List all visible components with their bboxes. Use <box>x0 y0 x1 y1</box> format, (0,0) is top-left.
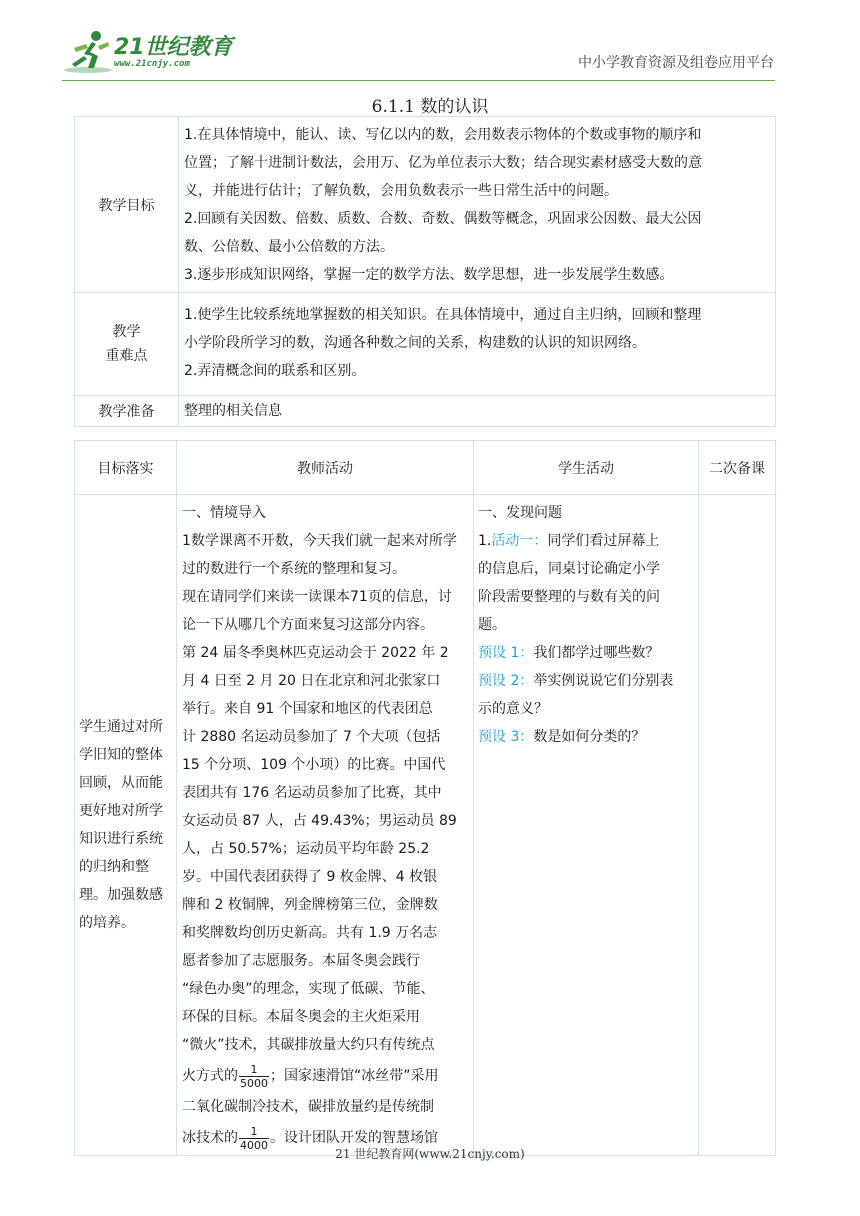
teacher-text: 冰技术的 <box>182 1130 238 1146</box>
goal-impl-line: 的归纳和整 <box>79 859 149 875</box>
student-text: 1. <box>478 533 492 549</box>
goal-row <box>75 117 776 293</box>
prep-content: 整理的相关信息 <box>179 396 776 427</box>
teacher-line: 和奖牌数均创历史新高。共有 1.9 万名志 <box>182 925 438 941</box>
preset-label: 预设 2： <box>478 673 534 689</box>
difficulty-label <box>75 293 179 396</box>
teacher-line: “微火”技术，其碳排放量大约只有传统点 <box>182 1037 435 1053</box>
preset-line-cont: 示的意义？ <box>478 701 548 717</box>
fraction-numerator: 1 <box>239 1063 269 1077</box>
page-title: 6.1.1 数的认识 <box>371 97 489 117</box>
teacher-line: 现在请同学们来读一读课本71页的信息，讨 <box>182 589 452 605</box>
preset-text: 数是如何分类的？ <box>533 729 646 745</box>
teacher-line: 愿者参加了志愿服务。本届冬奥会践行 <box>182 953 420 969</box>
fraction-numerator: 1 <box>239 1125 269 1139</box>
header-student: 学生活动 <box>474 441 699 495</box>
difficulty-content <box>179 293 776 396</box>
difficulty-line: 2.弄清概念间的联系和区别。 <box>184 363 366 379</box>
student-text: 同学们看过屏幕上 <box>547 533 660 549</box>
goal-impl-line: 理。加强数感 <box>79 887 163 903</box>
runner-logo-icon <box>62 28 116 76</box>
difficulty-line: 1.使学生比较系统地掌握数的相关知识。在具体情境中，通过自主归纳，回顾和整理 <box>184 307 702 323</box>
teacher-line: “绿色办奥”的理念，实现了低碳、节能、 <box>182 981 435 997</box>
header-divider <box>62 80 775 81</box>
teacher-line: 月 4 日至 2 月 20 日在北京和河北张家口 <box>182 673 441 689</box>
fraction-denominator: 5000 <box>240 1076 268 1090</box>
teacher-line-fraction-1 <box>182 1059 470 1093</box>
preset-text: 我们都学过哪些数？ <box>533 645 660 661</box>
teacher-line: 二氧化碳制冷技术，碳排放量约是传统制 <box>182 1099 434 1115</box>
activity-row <box>75 495 776 1156</box>
goal-line: 义，并能进行估计；了解负数，会用负数表示一些日常生活中的问题。 <box>184 183 618 199</box>
page-header <box>0 0 860 90</box>
student-line: 阶段需要整理的与数有关的问 <box>478 589 660 605</box>
student-line: 题。 <box>478 617 506 633</box>
goal-line: 数、公倍数、最小公倍数的方法。 <box>184 239 394 255</box>
student-line: 的信息后，同桌讨论确定小学 <box>478 561 660 577</box>
goal-label: 教学目标 <box>75 117 179 293</box>
teacher-line: 举行。来自 91 个国家和地区的代表团总 <box>182 701 433 717</box>
teacher-line: 1数学课离不开数，今天我们就一起来对所学 <box>182 533 457 549</box>
header-teacher: 教师活动 <box>177 441 474 495</box>
header-goal: 目标落实 <box>75 441 177 495</box>
activity-table <box>74 440 776 1156</box>
preset-text: 举实例说说它们分别表 <box>533 673 674 689</box>
logo-url: www.21cnjy.com <box>114 59 190 69</box>
teacher-line: 牌和 2 枚铜牌，列金牌榜第三位，金牌数 <box>182 897 438 913</box>
teacher-line: 过的数进行一个系统的整理和复习。 <box>182 561 406 577</box>
goal-impl-line: 学旧知的整体 <box>79 747 163 763</box>
teacher-line: 女运动员 87 人，占 49.43%；男运动员 89 <box>182 813 457 829</box>
preset-label: 预设 1： <box>478 645 534 661</box>
student-title: 一、发现问题 <box>478 505 562 521</box>
fraction-1 <box>239 1063 269 1090</box>
goal-line: 3.逐步形成知识网络，掌握一定的数学方法、数学思想，进一步发展学生数感。 <box>184 267 674 283</box>
logo-text: 21世纪教育 <box>114 35 233 60</box>
student-activity <box>474 495 699 1156</box>
teacher-line: 环保的目标。本届冬奥会的主火炬采用 <box>182 1009 420 1025</box>
goal-content <box>179 117 776 293</box>
teacher-line: 第 24 届冬季奥林匹克运动会于 2022 年 2 <box>182 645 449 661</box>
fraction-denominator: 4000 <box>240 1138 268 1152</box>
teacher-activity <box>177 495 474 1156</box>
teacher-line: 人，占 50.57%；运动员平均年龄 25.2 <box>182 841 430 857</box>
student-activity-line <box>478 527 694 555</box>
teacher-line: 计 2880 名运动员参加了 7 个大项（包括 <box>182 729 441 745</box>
header-second-prep: 二次备课 <box>699 441 776 495</box>
second-prep-cell <box>699 495 776 1156</box>
difficulty-row <box>75 293 776 396</box>
goal-impl-line: 的培养。 <box>79 915 135 931</box>
lesson-info-table <box>74 116 776 427</box>
preset-label: 预设 3： <box>478 729 534 745</box>
page-footer: 21 世纪教育网(www.21cnjy.com) <box>335 1147 525 1161</box>
teacher-text: ；国家速滑馆“冰丝带”采用 <box>270 1068 439 1084</box>
goal-line: 位置；了解十进制计数法，会用万、亿为单位表示大数；结合现实素材感受大数的意 <box>184 155 702 171</box>
activity-one-label: 活动一： <box>491 533 548 549</box>
difficulty-line: 小学阶段所学习的数，沟通各种数之间的关系，构建数的认识的知识网络。 <box>184 335 646 351</box>
teacher-line: 15 个分项、109 个小项）的比赛。中国代 <box>182 757 446 773</box>
teacher-line: 一、情境导入 <box>182 505 266 521</box>
goal-impl-line: 更好地对所学 <box>79 803 163 819</box>
goal-line: 2.回顾有关因数、倍数、质数、合数、奇数、偶数等概念，巩固求公因数、最大公因 <box>184 211 702 227</box>
teacher-line: 论一下从哪几个方面来复习这部分内容。 <box>182 617 434 633</box>
goal-line: 1.在具体情境中，能认、读、写亿以内的数，会用数表示物体的个数或事物的顺序和 <box>184 127 702 143</box>
goal-implementation <box>75 495 177 1156</box>
goal-impl-line: 知识进行系统 <box>79 831 163 847</box>
preset-line <box>478 667 694 695</box>
teacher-line: 岁。中国代表团获得了 9 枚金牌、4 枚银 <box>182 869 438 885</box>
goal-impl-line: 回顾，从而能 <box>79 775 163 791</box>
difficulty-label-line: 教学 <box>112 324 141 340</box>
platform-name: 中小学教育资源及组卷应用平台 <box>578 55 774 71</box>
preset-line <box>478 723 694 751</box>
activity-header-row <box>75 441 776 495</box>
goal-impl-line: 学生通过对所 <box>79 719 163 735</box>
preset-line <box>478 639 694 667</box>
difficulty-label-line: 重难点 <box>105 348 148 364</box>
teacher-line: 表团共有 176 名运动员参加了比赛，其中 <box>182 785 442 801</box>
logo <box>62 28 237 76</box>
teacher-text: 火方式的 <box>182 1068 238 1084</box>
teacher-text: 。设计团队开发的智慧场馆 <box>270 1130 438 1146</box>
prep-label: 教学准备 <box>75 396 179 427</box>
prep-row <box>75 396 776 427</box>
